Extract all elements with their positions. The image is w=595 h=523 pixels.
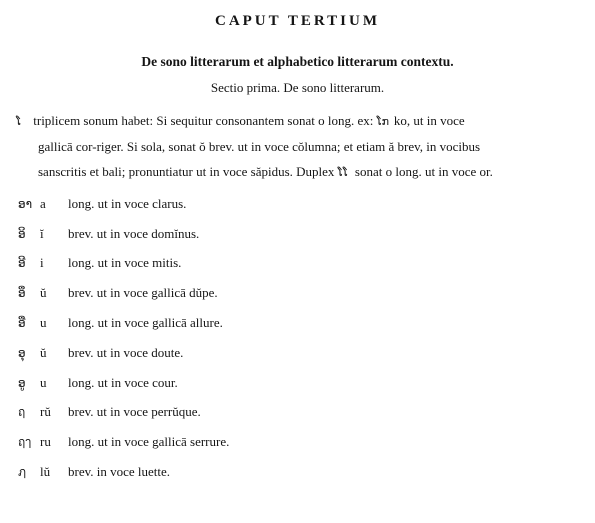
paragraph-line-3 <box>16 159 582 185</box>
paragraph-text: sonat o long. ut in voce or. <box>354 164 493 179</box>
vowel-latin: a <box>40 195 46 211</box>
list-item <box>18 398 578 428</box>
vowel-glyph: ອື <box>18 316 26 331</box>
vowel-glyph: ອິ <box>18 226 26 241</box>
vowel-glyph: ອຶ <box>18 286 26 301</box>
vowel-description: brev. ut in voce domĭnus. <box>68 225 200 241</box>
vowel-glyph: ฦ <box>18 464 26 479</box>
vowel-glyph: ฤ <box>18 404 26 419</box>
paragraph-text: triplicem sonum habet: Si sequitur consonantem sonat o long. ex: <box>33 113 374 128</box>
vowel-latin: u <box>40 315 47 331</box>
vowel-latin: ĭ <box>40 225 44 241</box>
vowel-latin: ru <box>40 434 51 450</box>
lao-o-glyph: ໂ <box>16 115 22 128</box>
vowel-description: brev. in voce luette. <box>68 464 171 480</box>
list-item <box>18 368 578 398</box>
chapter-title: CAPUT TERTIUM <box>214 13 381 29</box>
lao-double-o-glyph: ໂໂ <box>337 166 348 179</box>
vowel-latin: i <box>40 255 44 271</box>
vowel-description: brev. ut in voce gallicā dŭpe. <box>68 285 218 301</box>
vowel-latin: lŭ <box>40 464 51 480</box>
intro-paragraph <box>16 108 582 185</box>
paragraph-text: sanscritis et bali; pronuntiatur ut in voce săpidus. Duplex <box>38 164 335 179</box>
list-item <box>18 427 578 457</box>
list-item <box>18 457 578 487</box>
list-item <box>18 219 578 249</box>
list-item <box>18 308 578 338</box>
paragraph-text: ko, ut in voce <box>393 113 465 128</box>
vowel-latin: u <box>40 374 47 390</box>
vowel-latin: ŭ <box>40 344 47 360</box>
paragraph-line-1 <box>16 108 582 134</box>
vowel-description: long. ut in voce gallicā allure. <box>68 315 223 331</box>
lao-ko-glyph: ໂກ <box>376 115 390 128</box>
paragraph-line-2 <box>16 134 582 159</box>
vowel-description: long. ut in voce cour. <box>68 374 178 390</box>
vowel-description: brev. ut in voce perrŭque. <box>68 404 201 420</box>
section-heading: Sectio prima. De sono litterarum. <box>210 80 385 95</box>
list-item <box>18 278 578 308</box>
vowel-latin: rŭ <box>40 404 51 420</box>
chapter-subtitle: De sono litterarum et alphabetico litterarum contextu. <box>141 54 454 69</box>
vowel-description: long. ut in voce gallicā serrure. <box>68 434 230 450</box>
vowel-description: brev. ut in voce doute. <box>68 344 184 360</box>
vowel-glyph: ອີ <box>18 256 26 271</box>
list-item <box>18 338 578 368</box>
vowel-list <box>18 189 578 487</box>
vowel-latin: ŭ <box>40 285 47 301</box>
vowel-glyph: ฤๅ <box>18 434 32 449</box>
list-item <box>18 189 578 219</box>
vowel-description: long. ut in voce clarus. <box>68 195 187 211</box>
vowel-glyph: ອຸ <box>18 345 26 360</box>
vowel-glyph: ອູ <box>18 375 26 390</box>
paragraph-text: gallicā cor-riger. Si sola, sonat ŏ brev. ut in voce cŏlumna; et etiam ă brev, in vocibus <box>38 139 481 154</box>
list-item <box>18 249 578 279</box>
vowel-description: long. ut in voce mitis. <box>68 255 182 271</box>
vowel-glyph: ອາ <box>18 196 33 211</box>
